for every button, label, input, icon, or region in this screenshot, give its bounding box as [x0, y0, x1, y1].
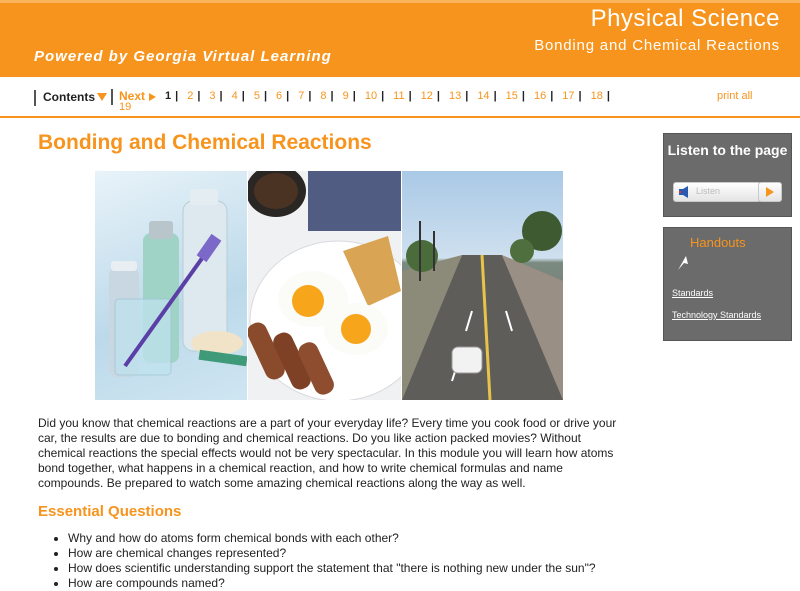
page-link[interactable]: 9: [342, 90, 349, 102]
header-top-line: [0, 0, 800, 3]
page-link[interactable]: 5: [253, 90, 260, 102]
next-button[interactable]: [111, 89, 156, 105]
page-navigation: [0, 77, 800, 118]
powered-by-logo: Powered by Georgia Virtual Learning: [34, 48, 332, 65]
list-item: • How are chemical changes represented?: [68, 546, 596, 561]
technology-standards-link[interactable]: Technology Standards: [672, 310, 762, 320]
listen-panel: [663, 133, 792, 217]
page-number-list: 1 | 2 | 3 | 4 | 5 | 6 | 7 | 8 | 9 | 10 | 11 | 12 | 13 | 14 | 15 | 16 | 17 | 18 |: [165, 90, 610, 102]
toiletries-photo: [95, 171, 247, 400]
page-link[interactable]: 2: [187, 90, 194, 102]
cursor-icon: [676, 254, 690, 272]
page-link[interactable]: 15: [505, 90, 518, 102]
course-title: Physical Science: [590, 5, 780, 32]
page-link[interactable]: 13: [448, 90, 462, 102]
play-arrow-icon: [149, 93, 156, 101]
listen-button-label: Listen: [696, 186, 721, 196]
page-link[interactable]: 12: [420, 90, 433, 102]
page-link[interactable]: 11: [393, 90, 405, 102]
list-item: • How are compounds named?: [68, 576, 596, 591]
play-button[interactable]: [758, 182, 782, 202]
print-all-link[interactable]: print all: [717, 90, 753, 102]
essential-questions-heading: Essential Questions: [38, 503, 182, 520]
current-page-number: 1: [165, 90, 172, 102]
breakfast-photo: [248, 171, 401, 400]
listen-heading: Listen to the page: [667, 142, 788, 158]
handouts-panel: [663, 227, 792, 341]
hero-image: [95, 171, 563, 400]
list-item: • How does scientific understanding support the statement that "there is nothing new under the sun"?: [68, 561, 596, 576]
page-link[interactable]: 17: [562, 90, 575, 102]
handouts-heading: Handouts: [690, 235, 746, 250]
site-header: [0, 0, 800, 77]
page-link[interactable]: 3: [209, 90, 216, 102]
page-link[interactable]: 7: [298, 90, 305, 102]
chevron-down-icon[interactable]: [97, 93, 107, 101]
module-subtitle: Bonding and Chemical Reactions: [534, 37, 780, 54]
page-link[interactable]: 6: [276, 90, 283, 102]
speaker-icon: [679, 186, 689, 198]
essential-questions-list: [52, 531, 596, 591]
play-icon: [766, 187, 774, 197]
standards-link[interactable]: Standards: [672, 288, 714, 298]
page-link[interactable]: 8: [320, 90, 327, 102]
page-link[interactable]: 18: [590, 90, 603, 102]
page-link[interactable]: 4: [231, 90, 238, 102]
list-item: • Why and how do atoms form chemical bonds with each other?: [68, 531, 596, 546]
page-link[interactable]: 19: [119, 101, 132, 113]
next-label: Next: [119, 89, 146, 103]
contents-menu[interactable]: Contents: [34, 90, 95, 106]
page-title: Bonding and Chemical Reactions: [38, 131, 372, 154]
street-photo: [402, 171, 563, 400]
listen-button[interactable]: [673, 182, 761, 202]
page-link[interactable]: 10: [364, 90, 378, 102]
page-link[interactable]: 16: [533, 90, 547, 102]
intro-paragraph: Did you know that chemical reactions are a part of your everyday life? Every time you cook food or drive your car, the results are due to bonding and chemical reactions. Do you like action packed movies? Without chemical reactions the special effects would not be very spectacular. In this module you will learn how atoms bond together, what happens in a chemical reaction, and how to write chemical formulas and name compounds. Be prepared to watch some amazing chemical reactions along the way as well.: [38, 416, 617, 490]
page-link[interactable]: 14: [477, 90, 490, 102]
